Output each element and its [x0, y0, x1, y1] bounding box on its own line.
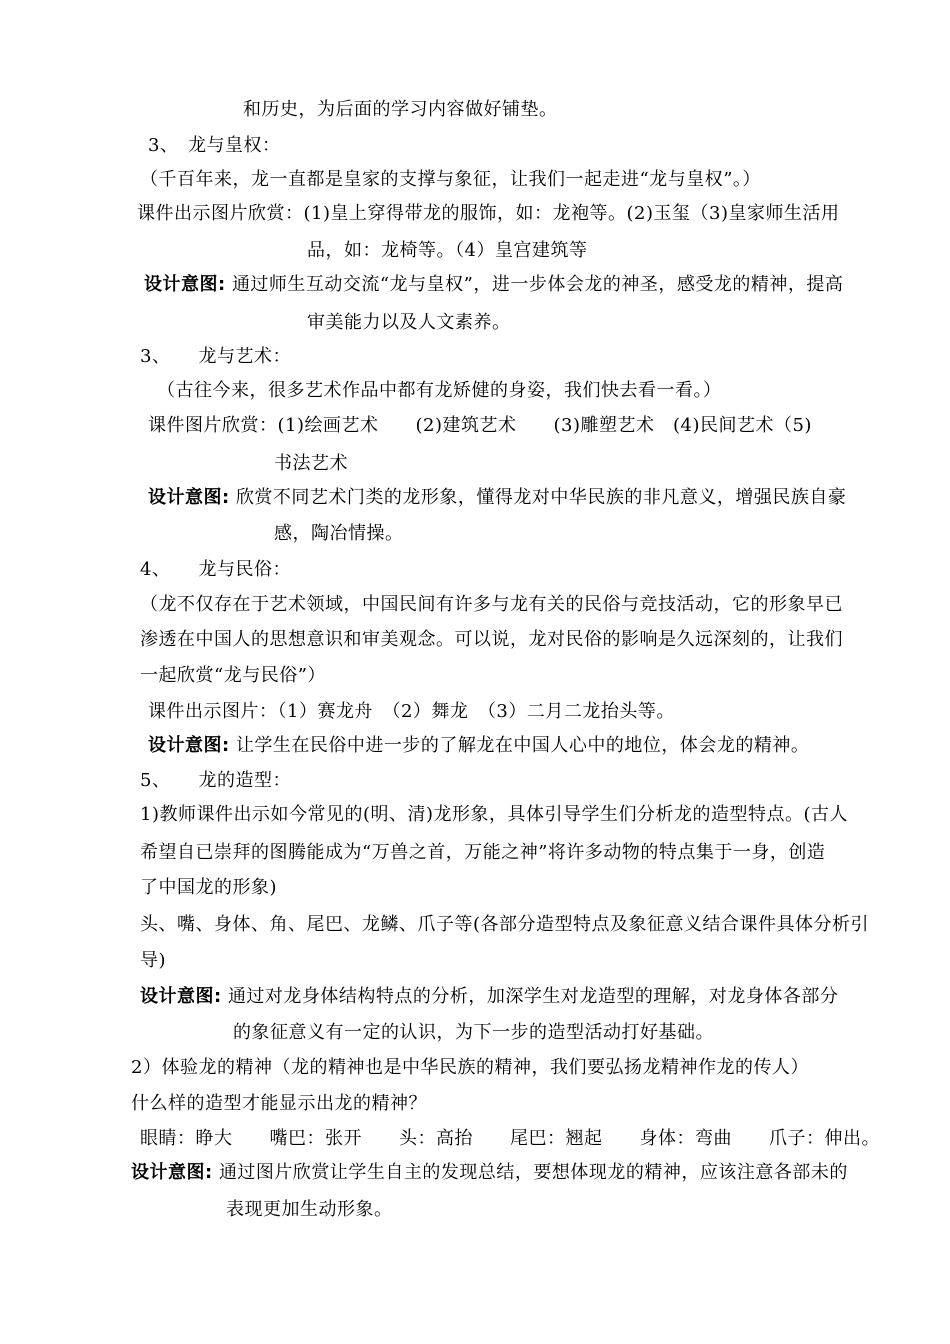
text-line: 书法艺术	[274, 453, 348, 474]
text-line: 和历史，为后面的学习内容做好铺垫。	[243, 99, 558, 120]
design-intent-label: 设计意图:	[148, 735, 230, 756]
text-line: 导)	[140, 950, 167, 971]
text-line: 了中国龙的形象)	[140, 877, 278, 898]
text-line: 品，如：龙椅等。（4）皇宫建筑等	[307, 240, 588, 261]
text-line: （古往今来，很多艺术作品中都有龙矫健的身姿，我们快去看一看。）	[157, 380, 722, 401]
design-intent-text: 通过师生互动交流“龙与皇权”，进一步体会龙的神圣，感受龙的精神，提高	[231, 274, 844, 295]
text-line: 感，陶冶情操。	[274, 523, 404, 544]
design-intent-text: 通过对龙身体结构特点的分析，加深学生对龙造型的理解，对龙身体各部分	[227, 986, 839, 1007]
design-intent-line	[144, 273, 843, 297]
text-line: 2）体验龙的精神（龙的精神也是中华民族的精神，我们要弘扬龙精神作龙的传人）	[131, 1057, 809, 1078]
text-line: 审美能力以及人文素养。	[307, 312, 511, 333]
text-line: 头、嘴、身体、角、尾巴、龙鳞、爪子等(各部分造型特点及象征意义结合课件具体分析引	[140, 914, 870, 935]
section-heading: 4、 龙与民俗：	[140, 559, 291, 580]
design-intent-label: 设计意图:	[140, 986, 222, 1007]
design-intent-line	[140, 985, 838, 1009]
text-line: 什么样的造型才能显示出龙的精神？	[131, 1093, 427, 1114]
design-intent-text: 通过图片欣赏让学生自主的发现总结，要想体现龙的精神，应该注意各部未的	[218, 1162, 848, 1183]
text-line: 的象征意义有一定的认识，为下一步的造型活动打好基础。	[233, 1022, 714, 1043]
design-intent-line	[131, 1161, 848, 1185]
text-line: 1)教师课件出示如今常见的(明、清)龙形象，具体引导学生们分析龙的造型特点。(古人	[140, 804, 849, 825]
section-heading: 3、 龙与艺术：	[140, 346, 291, 367]
text-line: 表现更加生动形象。	[226, 1199, 393, 1220]
design-intent-label: 设计意图:	[131, 1162, 213, 1183]
text-line: （龙不仅存在于艺术领域，中国民间有许多与龙有关的民俗与竞技活动，它的形象早已	[140, 594, 843, 615]
design-intent-label: 设计意图:	[144, 274, 226, 295]
text-line: （千百年来，龙一直都是皇家的支撑与象征，让我们一起走进“龙与皇权”。）	[140, 169, 761, 190]
text-line: 课件图片欣赏：(1)绘画艺术 (2)建筑艺术 (3)雕塑艺术 (4)民间艺术（5)	[148, 415, 812, 436]
design-intent-label: 设计意图:	[148, 487, 230, 508]
design-intent-text: 欣赏不同艺术门类的龙形象，懂得龙对中华民族的非凡意义，增强民族自豪	[235, 487, 847, 508]
text-line: 课件出示图片：（1）赛龙舟 （2）舞龙 （3）二月二龙抬头等。	[148, 701, 675, 722]
design-intent-text: 让学生在民俗中进一步的了解龙在中国人心中的地位，体会龙的精神。	[235, 735, 810, 756]
design-intent-line	[148, 486, 846, 510]
text-line: 课件出示图片欣赏：(1)皇上穿得带龙的服饰，如：龙袍等。(2)玉玺（3)皇家师生活用	[137, 203, 840, 224]
text-line: 眼睛：睁大 嘴巴：张开 头：高抬 尾巴：翘起 身体：弯曲 爪子：伸出。	[140, 1128, 880, 1149]
text-line: 一起欣赏“龙与民俗”）	[140, 665, 326, 686]
section-heading: 3、 龙与皇权：	[148, 135, 281, 156]
section-heading: 5、 龙的造型：	[140, 770, 291, 791]
text-line: 渗透在中国人的思想意识和审美观念。可以说，龙对民俗的影响是久远深刻的，让我们	[140, 629, 843, 650]
design-intent-line	[148, 734, 809, 758]
text-line: 希望自已崇拜的图腾能成为“万兽之首，万能之神”将许多动物的特点集于一身，创造	[140, 842, 826, 863]
